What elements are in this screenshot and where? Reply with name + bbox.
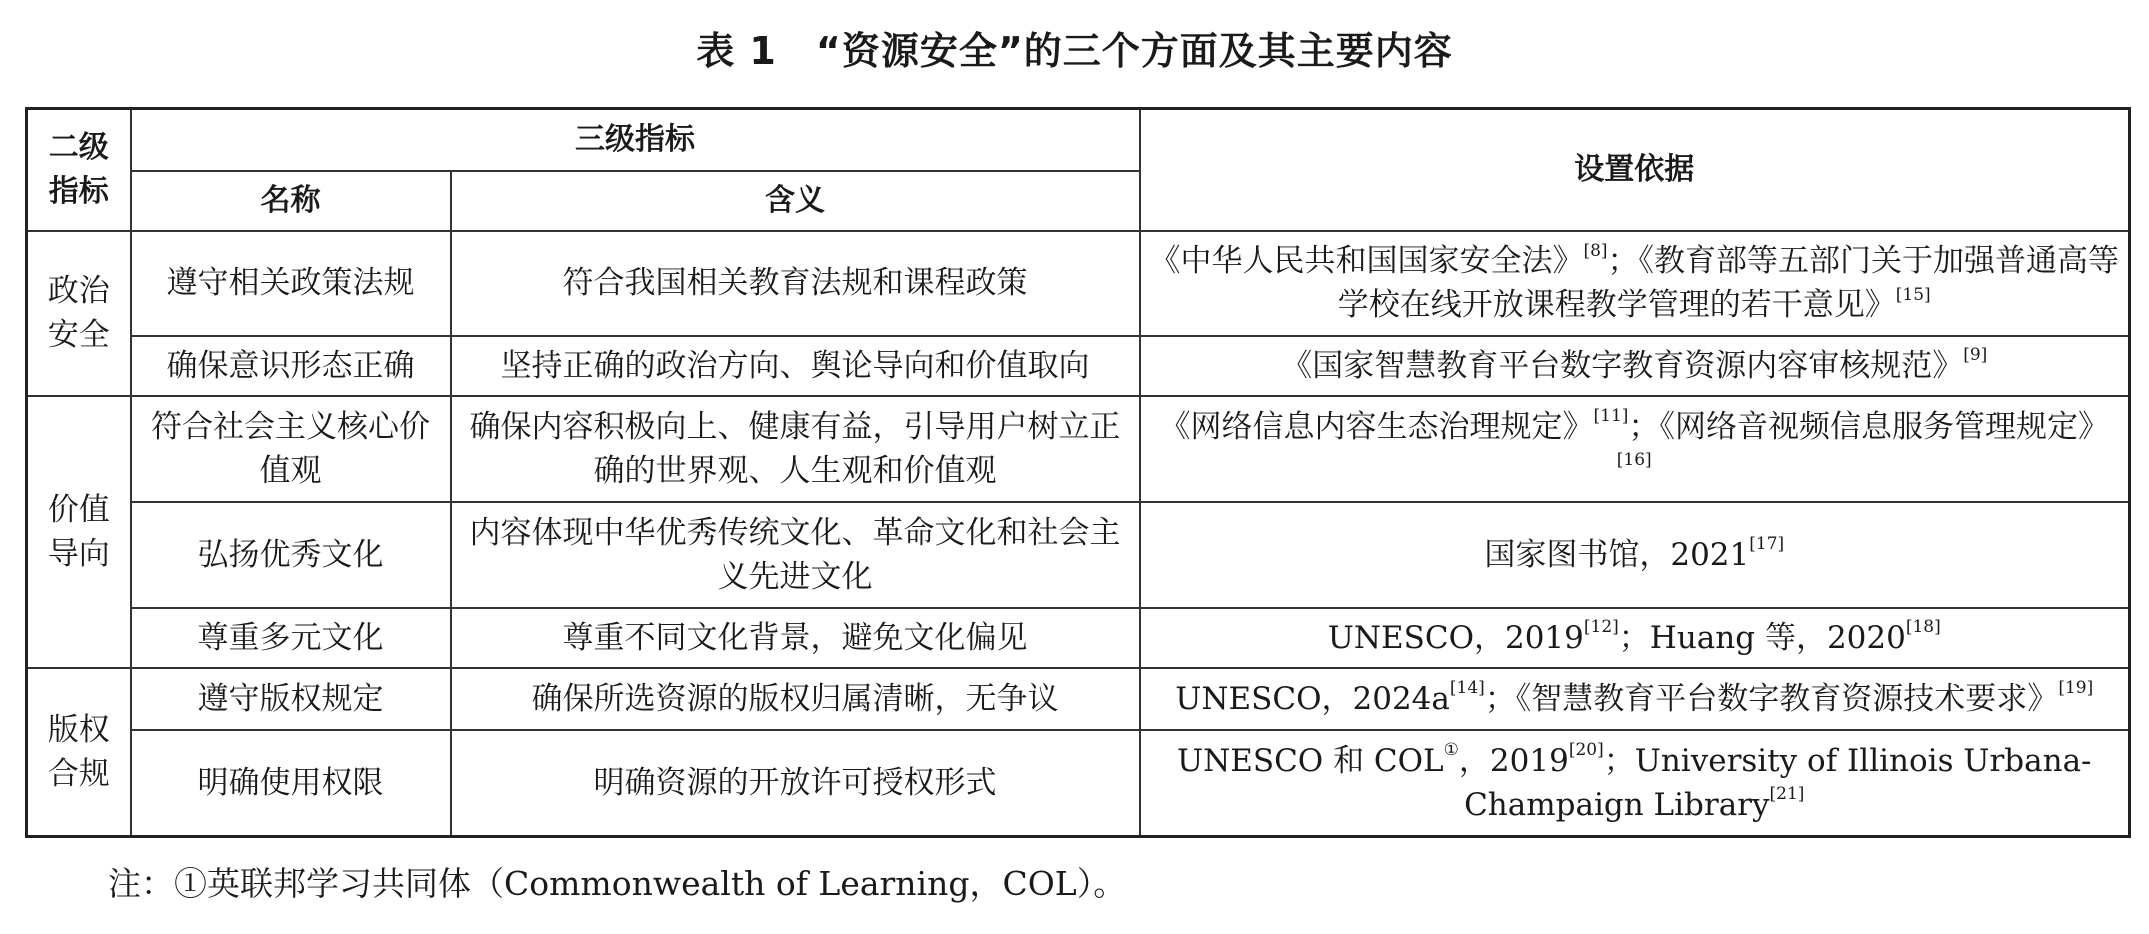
basis-text: ；《智慧教育平台数字教育资源技术要求》 bbox=[1484, 680, 2059, 717]
header-basis: 设置依据 bbox=[1140, 109, 2130, 231]
indicator-meaning: 坚持正确的政治方向、舆论导向和价值取向 bbox=[451, 336, 1140, 396]
citation-ref: [14] bbox=[1449, 678, 1485, 699]
citation-ref: [8] bbox=[1583, 240, 1608, 261]
level2-indicator: 版权合规 bbox=[27, 668, 131, 837]
indicator-meaning: 符合我国相关教育法规和课程政策 bbox=[451, 231, 1140, 336]
indicator-basis bbox=[1140, 231, 2130, 336]
table-row bbox=[27, 608, 2130, 668]
citation-ref: [17] bbox=[1749, 534, 1785, 555]
header-name: 名称 bbox=[131, 171, 451, 231]
basis-text: 国家图书馆，2021 bbox=[1484, 536, 1750, 573]
citation-ref: [12] bbox=[1583, 617, 1619, 638]
basis-text: UNESCO，2019 bbox=[1327, 619, 1584, 656]
citation-ref: [16] bbox=[1616, 450, 1652, 471]
basis-text: 《中华人民共和国国家安全法》 bbox=[1149, 243, 1584, 279]
indicator-name: 遵守版权规定 bbox=[131, 668, 451, 730]
indicator-meaning: 尊重不同文化背景，避免文化偏见 bbox=[451, 608, 1140, 668]
basis-text: ；Huang 等，2020 bbox=[1618, 619, 1906, 656]
footnote: 注：①英联邦学习共同体（Commonwealth of Learning，COL）。 bbox=[108, 864, 1127, 903]
indicator-basis bbox=[1140, 502, 2130, 608]
basis-text: 《网络信息内容生态治理规定》 bbox=[1159, 408, 1594, 445]
basis-text: ，2019 bbox=[1458, 742, 1569, 779]
basis-text: ；《网络音视频信息服务管理规定》 bbox=[1628, 408, 2109, 445]
table-row bbox=[27, 396, 2130, 502]
indicator-basis bbox=[1140, 668, 2130, 730]
table-row bbox=[27, 231, 2130, 336]
level2-indicator: 政治安全 bbox=[27, 231, 131, 396]
header-level3: 三级指标 bbox=[131, 109, 1140, 171]
basis-text: UNESCO，2024a bbox=[1175, 680, 1450, 717]
indicator-name: 确保意识形态正确 bbox=[131, 336, 451, 396]
citation-ref: [18] bbox=[1905, 617, 1941, 638]
indicator-meaning: 确保内容积极向上、健康有益，引导用户树立正确的世界观、人生观和价值观 bbox=[451, 396, 1140, 502]
indicator-name: 尊重多元文化 bbox=[131, 608, 451, 668]
indicator-meaning: 明确资源的开放许可授权形式 bbox=[451, 730, 1140, 837]
content-table bbox=[25, 107, 2131, 838]
table-title: 表 1 “资源安全”的三个方面及其主要内容 bbox=[696, 29, 1453, 73]
indicator-basis bbox=[1140, 396, 2130, 502]
indicator-basis bbox=[1140, 730, 2130, 837]
citation-ref: [20] bbox=[1568, 740, 1604, 761]
indicator-name: 遵守相关政策法规 bbox=[131, 231, 451, 336]
indicator-name: 明确使用权限 bbox=[131, 730, 451, 837]
indicator-basis bbox=[1140, 336, 2130, 396]
table-row bbox=[27, 730, 2130, 837]
table-row bbox=[27, 502, 2130, 608]
basis-text: 《国家智慧教育平台数字教育资源内容审核规范》 bbox=[1281, 347, 1964, 384]
indicator-name: 弘扬优秀文化 bbox=[131, 502, 451, 608]
citation-ref: [19] bbox=[2058, 678, 2094, 699]
indicator-meaning: 内容体现中华优秀传统文化、革命文化和社会主义先进文化 bbox=[451, 502, 1140, 608]
level2-indicator: 价值导向 bbox=[27, 396, 131, 668]
basis-text: ；University of Illinois Urbana-Champaign Library bbox=[1464, 742, 2092, 823]
header-meaning: 含义 bbox=[451, 171, 1140, 231]
table-row bbox=[27, 668, 2130, 730]
indicator-meaning: 确保所选资源的版权归属清晰，无争议 bbox=[451, 668, 1140, 730]
citation-ref: [15] bbox=[1895, 284, 1931, 305]
table-row bbox=[27, 336, 2130, 396]
citation-ref: ① bbox=[1443, 740, 1459, 761]
table-body bbox=[27, 231, 2130, 837]
citation-ref: [11] bbox=[1593, 406, 1629, 427]
header-level2: 二级指标 bbox=[27, 109, 131, 231]
citation-ref: [21] bbox=[1769, 784, 1805, 805]
citation-ref: [9] bbox=[1963, 345, 1988, 366]
basis-text: UNESCO 和 COL bbox=[1176, 742, 1444, 779]
basis-text: ；《教育部等五部门关于加强普通高等学校在线开放课程教学管理的若干意见》 bbox=[1337, 243, 2120, 323]
indicator-basis bbox=[1140, 608, 2130, 668]
indicator-name: 符合社会主义核心价值观 bbox=[131, 396, 451, 502]
